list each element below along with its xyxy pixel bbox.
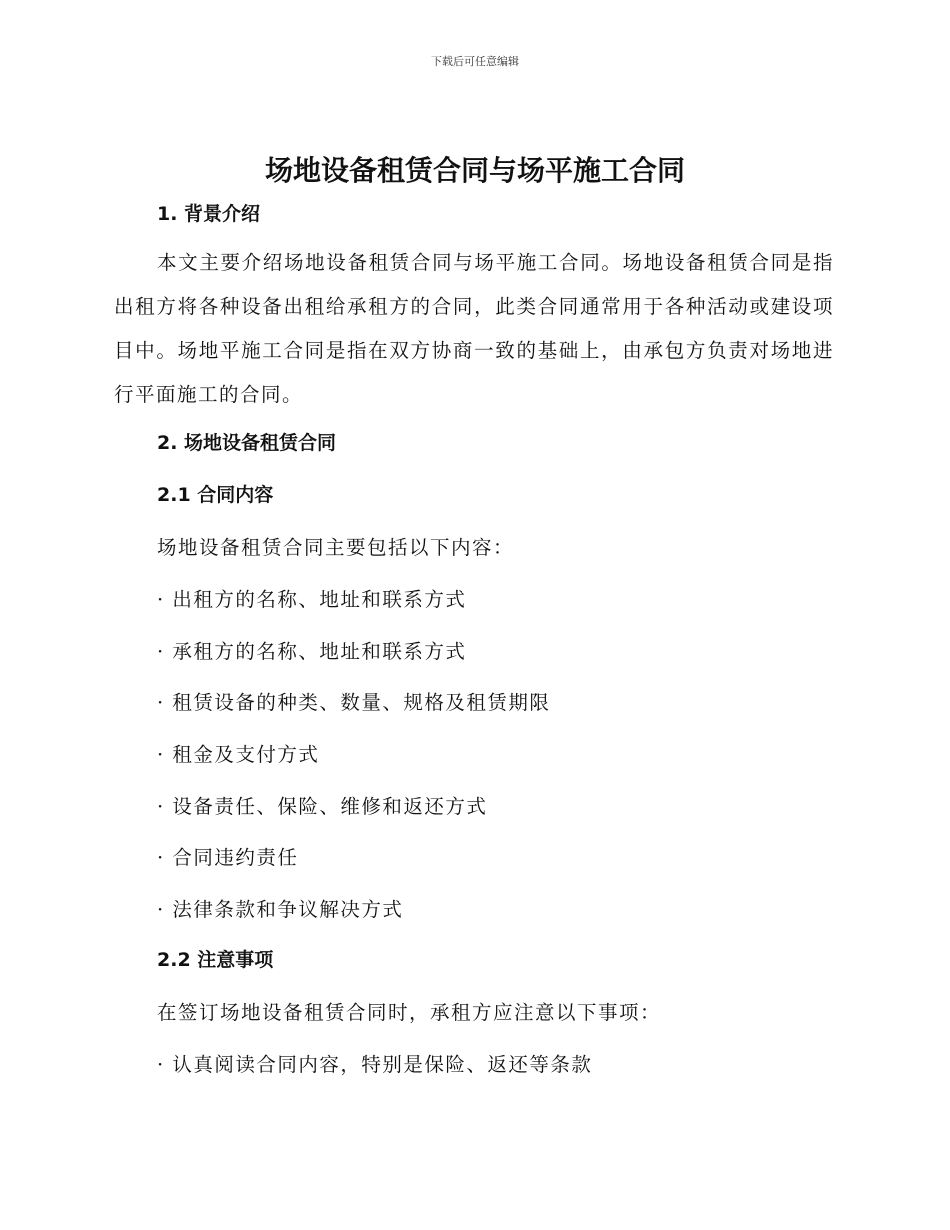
section-2-2-intro: 在签订场地设备租赁合同时，承租方应注意以下事项：	[157, 1001, 662, 1024]
list-item: · 租金及支付方式	[157, 743, 320, 766]
section-1-heading: 1. 背景介绍	[157, 203, 261, 225]
section-2-1-intro: 场地设备租赁合同主要包括以下内容：	[157, 536, 515, 559]
list-item: · 法律条款和争议解决方式	[157, 898, 404, 921]
section-1-paragraph: 本文主要介绍场地设备租赁合同与场平施工合同。场地设备租赁合同是指出租方将各种设备出租给承租方的合同，此类合同通常用于各种活动或建设项目中。场地平施工合同是指在双方协商一致的基础上，由承包方负责对场地进行平面施工的合同。	[114, 251, 834, 406]
section-2-2-heading: 2.2 注意事项	[157, 949, 274, 971]
section-2-1-heading: 2.1 合同内容	[157, 484, 274, 506]
list-item: · 认真阅读合同内容，特别是保险、返还等条款	[157, 1053, 593, 1076]
page-header-note: 下载后可任意编辑	[431, 55, 519, 68]
list-item: · 合同违约责任	[157, 846, 299, 869]
section-2-heading: 2. 场地设备租赁合同	[157, 432, 337, 454]
list-item: · 出租方的名称、地址和联系方式	[157, 588, 467, 611]
list-item: · 承租方的名称、地址和联系方式	[157, 640, 467, 663]
list-item: · 租赁设备的种类、数量、规格及租赁期限	[157, 691, 551, 714]
list-item: · 设备责任、保险、维修和返还方式	[157, 795, 488, 818]
document-title: 场地设备租赁合同与场平施工合同	[264, 154, 685, 187]
